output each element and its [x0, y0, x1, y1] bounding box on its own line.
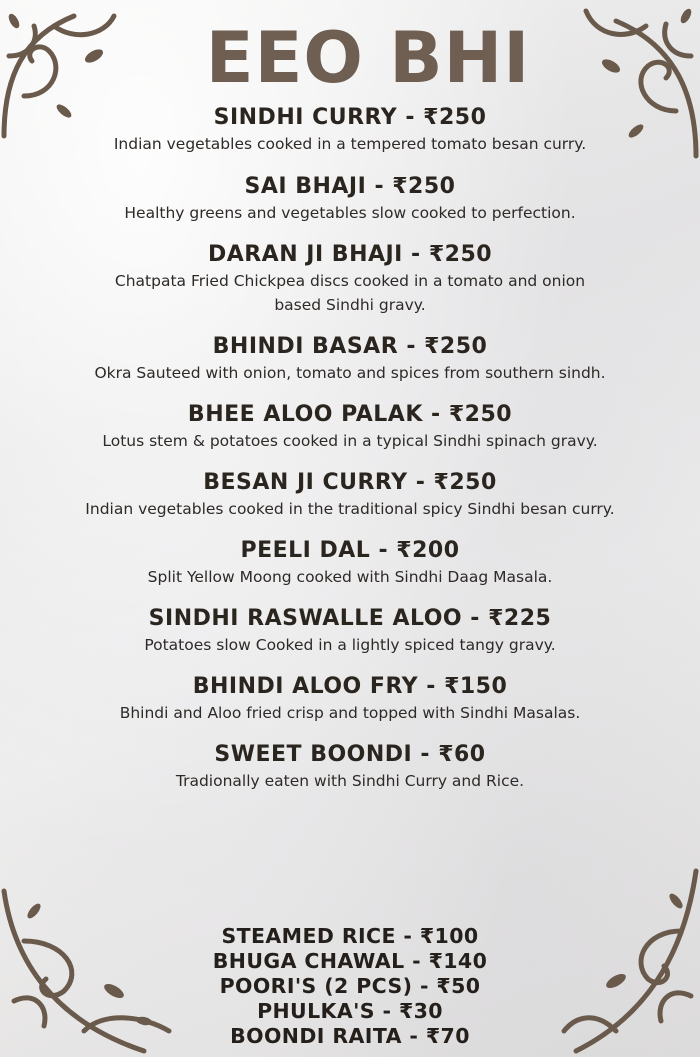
- item-separator: -: [397, 105, 424, 130]
- item-price: ₹225: [488, 606, 552, 631]
- sides-list: [0, 924, 700, 1049]
- menu-item-bhindi-basar: [0, 333, 700, 385]
- item-separator: -: [422, 402, 449, 427]
- side-price: ₹140: [428, 949, 488, 973]
- item-separator: -: [418, 674, 445, 699]
- item-price: ₹250: [433, 470, 497, 495]
- item-price: ₹250: [424, 334, 488, 359]
- menu-items: [0, 104, 700, 793]
- item-name: PEELI DAL: [240, 538, 371, 563]
- side-price: ₹30: [398, 999, 443, 1023]
- item-description: Indian vegetables cooked in the traditional spicy Sindhi besan curry.: [85, 500, 615, 518]
- side-price: ₹100: [419, 924, 479, 948]
- item-description: Okra Sauteed with onion, tomato and spices from southern sindh.: [94, 364, 606, 382]
- item-separator: -: [370, 538, 397, 563]
- item-description: Potatoes slow Cooked in a lightly spiced tangy gravy.: [144, 636, 556, 654]
- item-separator: -: [374, 999, 399, 1023]
- item-price: ₹60: [438, 742, 486, 767]
- side-item-phulkas: [0, 999, 700, 1024]
- item-description: Indian vegetables cooked in a tempered tomato besan curry.: [113, 135, 587, 153]
- side-item-steamed-rice: [0, 924, 700, 949]
- item-price: ₹250: [423, 105, 487, 130]
- side-name: PHULKA'S: [257, 999, 375, 1023]
- item-name: DARAN JI BHAJI: [207, 242, 403, 267]
- menu-item-sindhi-curry: [0, 104, 700, 156]
- menu-item-bhee-aloo-palak: [0, 401, 700, 453]
- item-description: Healthy greens and vegetables slow cooked to perfection.: [124, 204, 576, 222]
- menu-item-sindhi-raswalle-aloo: [0, 605, 700, 657]
- side-item-boondi-raita: [0, 1024, 700, 1049]
- side-price: ₹50: [436, 974, 481, 998]
- item-description-line-2: based Sindhi gravy.: [274, 296, 426, 314]
- menu-item-sweet-boondi: [0, 741, 700, 793]
- item-price: ₹250: [392, 174, 456, 199]
- item-name: BESAN JI CURRY: [203, 470, 408, 495]
- item-name: SINDHI RASWALLE ALOO: [148, 606, 463, 631]
- side-name: STEAMED RICE: [221, 924, 396, 948]
- item-price: ₹200: [396, 538, 460, 563]
- item-description: Chatpata Fried Chickpea discs cooked in a tomato and onion: [114, 272, 586, 290]
- side-name: POORI'S (2 PCS): [219, 974, 413, 998]
- item-price: ₹250: [428, 242, 493, 267]
- item-separator: -: [366, 174, 393, 199]
- item-price: ₹150: [444, 674, 508, 699]
- item-description: Split Yellow Moong cooked with Sindhi Daag Masala.: [147, 568, 553, 586]
- menu-title: EEO BHI: [205, 17, 531, 99]
- item-name: SAI BHAJI: [244, 174, 367, 199]
- item-name: BHINDI ALOO FRY: [192, 674, 419, 699]
- menu-item-besan-ji-curry: [0, 469, 700, 521]
- item-separator: -: [402, 242, 429, 267]
- item-name: SWEET BOONDI: [214, 742, 413, 767]
- item-separator: -: [407, 470, 434, 495]
- menu-item-sai-bhaji: [0, 173, 700, 225]
- side-item-bhuga-chawal: [0, 949, 700, 974]
- side-item-pooris: [0, 974, 700, 999]
- item-separator: -: [398, 334, 425, 359]
- menu-item-peeli-dal: [0, 537, 700, 589]
- item-description: Bhindi and Aloo fried crisp and topped with Sindhi Masalas.: [119, 704, 581, 722]
- item-separator: -: [395, 924, 420, 948]
- item-description: Lotus stem & potatoes cooked in a typical Sindhi spinach gravy.: [102, 432, 598, 450]
- item-name: SINDHI CURRY: [213, 105, 398, 130]
- item-separator: -: [401, 1024, 426, 1048]
- item-description: Tradionally eaten with Sindhi Curry and Rice.: [175, 772, 525, 790]
- menu-item-bhindi-aloo-fry: [0, 673, 700, 725]
- side-name: BHUGA CHAWAL: [212, 949, 405, 973]
- menu-item-daran-ji-bhaji: [0, 241, 700, 317]
- side-name: BOONDI RAITA: [230, 1024, 402, 1048]
- item-price: ₹250: [448, 402, 513, 427]
- item-separator: -: [462, 606, 489, 631]
- item-name: BHINDI BASAR: [212, 334, 399, 359]
- item-separator: -: [412, 974, 437, 998]
- item-separator: -: [404, 949, 429, 973]
- item-separator: -: [412, 742, 439, 767]
- side-price: ₹70: [425, 1024, 470, 1048]
- item-name: BHEE ALOO PALAK: [187, 402, 423, 427]
